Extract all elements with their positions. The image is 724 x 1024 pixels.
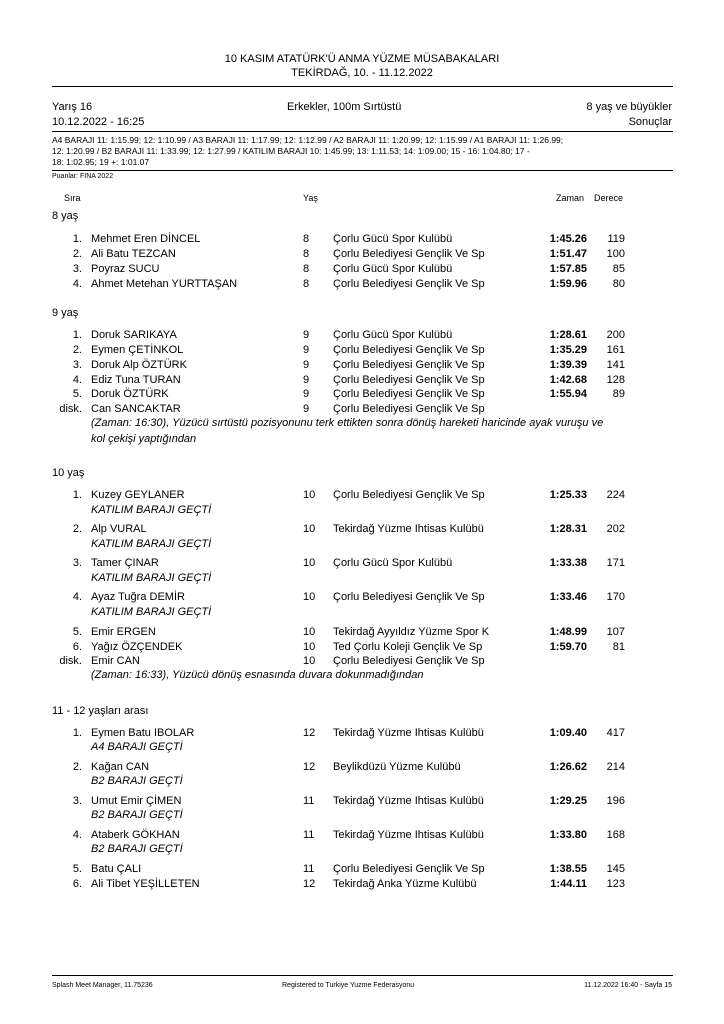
points: 168 <box>606 829 625 841</box>
points: 145 <box>606 863 625 875</box>
club: Çorlu Belediyesi Gençlik Ve Sp <box>333 278 485 290</box>
place: 4. <box>72 591 82 603</box>
points: 100 <box>606 248 625 260</box>
points: 119 <box>607 233 625 245</box>
swimmer-name: Ali Batu TEZCAN <box>91 248 176 260</box>
qualification-note: KATILIM BARAJI GEÇTİ <box>91 606 212 618</box>
points-system: Puanlar: FINA 2022 <box>52 173 114 180</box>
age: 9 <box>303 403 310 415</box>
place: 2. <box>72 344 82 356</box>
time: 1:28.61 <box>549 329 587 341</box>
time: 1:25.33 <box>549 489 587 501</box>
swimmer-name: Ataberk GÖKHAN <box>91 829 180 841</box>
result-row <box>0 523 724 537</box>
club: Çorlu Gücü Spor Kulübü <box>333 329 453 341</box>
time: 1:59.70 <box>549 641 587 653</box>
points: 161 <box>606 344 625 356</box>
standards-divider <box>52 170 673 171</box>
footer-software: Splash Meet Manager, 11.75236 <box>52 982 153 989</box>
club: Tekirdağ Yüzme Ihtisas Kulübü <box>333 829 484 841</box>
age: 10 <box>303 591 316 603</box>
age: 10 <box>303 489 316 501</box>
club: Çorlu Belediyesi Gençlik Ve Sp <box>333 489 485 501</box>
result-row-disqualified <box>0 655 724 669</box>
qualifying-standards-line1: A4 BARAJI 11: 1:15.99; 12: 1:10.99 / A3 BARAJI 11: 1:17.99; 12: 1:12.99 / A2 BARAJI 11: 1:20.99; 12: 1:15.99 / A1 BARAJI 11: 1:26.99; <box>52 135 564 145</box>
result-row <box>0 878 724 892</box>
place: 3. <box>72 557 82 569</box>
place: 4. <box>72 278 82 290</box>
club: Tekirdağ Anka Yüzme Kulübü <box>333 878 477 890</box>
swimmer-name: Ahmet Metehan YURTTAŞAN <box>91 278 238 290</box>
swimmer-name: Doruk SARIKAYA <box>91 329 177 341</box>
qualification-note: KATILIM BARAJI GEÇTİ <box>91 572 212 584</box>
swimmer-name: Kuzey GEYLANER <box>91 489 185 501</box>
time: 1:33.46 <box>549 591 587 603</box>
result-row <box>0 359 724 373</box>
club: Çorlu Belediyesi Gençlik Ve Sp <box>333 655 485 667</box>
place: 1. <box>72 727 82 739</box>
result-row <box>0 329 724 343</box>
result-row <box>0 233 724 247</box>
time: 1:39.39 <box>549 359 587 371</box>
age: 9 <box>303 388 310 400</box>
qualification-note: KATILIM BARAJI GEÇTİ <box>91 504 212 516</box>
meet-title: 10 KASIM ATATÜRK'Ü ANMA YÜZME MÜSABAKALARI <box>224 53 500 65</box>
result-row <box>0 344 724 358</box>
qualification-note: B2 BARAJI GEÇTİ <box>91 775 183 787</box>
club: Çorlu Belediyesi Gençlik Ve Sp <box>333 374 485 386</box>
swimmer-name: Yağız ÖZÇENDEK <box>91 641 183 653</box>
time: 1:09.40 <box>549 727 587 739</box>
place: 2. <box>72 761 82 773</box>
group-label-9: 9 yaş <box>52 307 79 319</box>
disqualification-note-cont: kol çekişi yaptığından <box>91 433 197 445</box>
age: 11 <box>303 829 315 841</box>
age: 10 <box>303 626 316 638</box>
disqualification-note: (Zaman: 16:33), Yüzücü dönüş esnasında duvara dokunmadığından <box>91 669 424 681</box>
points: 196 <box>606 795 625 807</box>
age: 9 <box>303 374 310 386</box>
col-age-header: Yaş <box>303 193 318 203</box>
event-datetime: 10.12.2022 - 16:25 <box>52 116 145 128</box>
points: 200 <box>606 329 625 341</box>
points: 123 <box>606 878 625 890</box>
age: 11 <box>303 863 315 875</box>
place: 1. <box>72 233 82 245</box>
time: 1:45.26 <box>549 233 587 245</box>
place: 4. <box>72 829 82 841</box>
result-row <box>0 761 724 775</box>
age: 8 <box>303 263 310 275</box>
time: 1:55.94 <box>549 388 587 400</box>
event-divider <box>52 131 673 132</box>
age: 9 <box>303 344 310 356</box>
result-row <box>0 591 724 605</box>
club: Çorlu Belediyesi Gençlik Ve Sp <box>333 248 485 260</box>
time: 1:48.99 <box>549 626 587 638</box>
event-type: Sonuçlar <box>628 116 672 128</box>
points: 81 <box>612 641 625 653</box>
club: Tekirdağ Ayyıldız Yüzme Spor K <box>333 626 490 638</box>
result-row <box>0 795 724 809</box>
time: 1:28.31 <box>549 523 587 535</box>
time: 1:44.11 <box>550 878 587 890</box>
swimmer-name: Eymen Batu IBOLAR <box>91 727 195 739</box>
qualification-note: B2 BARAJI GEÇTİ <box>91 843 183 855</box>
swimmer-name: Eymen ÇETİNKOL <box>91 344 184 356</box>
result-row <box>0 863 724 877</box>
club: Çorlu Gücü Spor Kulübü <box>333 557 453 569</box>
qualifying-standards-line3: 18: 1:02.95; 19 +: 1:01.07 <box>52 157 150 167</box>
club: Çorlu Belediyesi Gençlik Ve Sp <box>333 403 485 415</box>
time: 1:29.25 <box>549 795 587 807</box>
qualifying-standards-line2: 12: 1:20.99 / B2 BARAJI 11: 1:33.99; 12: 1:27.99 / KATILIM BARAJI 10: 1:45.99; 13: 1:11.53; 14: 1:09.00; 15 - 16: 1:04.80; 17 - <box>52 146 530 156</box>
result-row <box>0 557 724 571</box>
result-row <box>0 263 724 277</box>
club: Tekirdağ Yüzme Ihtisas Kulübü <box>333 795 484 807</box>
place: 6. <box>72 878 82 890</box>
place: 3. <box>72 359 82 371</box>
group-label-11-12: 11 - 12 yaşları arası <box>52 705 149 717</box>
time: 1:38.55 <box>549 863 587 875</box>
result-row <box>0 374 724 388</box>
event-category: 8 yaş ve büyükler <box>586 101 672 113</box>
place: 3. <box>72 263 82 275</box>
swimmer-name: Can SANCAKTAR <box>91 403 181 415</box>
time: 1:26.62 <box>549 761 587 773</box>
event-number: Yarış 16 <box>52 101 93 113</box>
swimmer-name: Kağan CAN <box>91 761 150 773</box>
points: 107 <box>606 626 625 638</box>
points: 224 <box>606 489 625 501</box>
age: 10 <box>303 655 316 667</box>
place: disk. <box>59 655 82 667</box>
age: 12 <box>303 727 316 739</box>
points: 128 <box>606 374 625 386</box>
place: 2. <box>72 248 82 260</box>
time: 1:33.38 <box>549 557 587 569</box>
age: 12 <box>303 878 316 890</box>
points: 171 <box>606 557 625 569</box>
club: Çorlu Gücü Spor Kulübü <box>333 263 453 275</box>
swimmer-name: Emir ERGEN <box>91 626 156 638</box>
swimmer-name: Ayaz Tuğra DEMİR <box>91 591 185 603</box>
time: 1:35.29 <box>549 344 587 356</box>
age: 9 <box>303 329 310 341</box>
club: Çorlu Belediyesi Gençlik Ve Sp <box>333 344 485 356</box>
swimmer-name: Ediz Tuna TURAN <box>91 374 181 386</box>
age: 12 <box>303 761 316 773</box>
place: 1. <box>72 329 82 341</box>
disqualification-note: (Zaman: 16:30), Yüzücü sırtüstü pozisyonunu terk ettikten sonra dönüş hareketi haricinde ayak vuruşu ve <box>91 417 604 429</box>
time: 1:57.85 <box>549 263 587 275</box>
swimmer-name: Mehmet Eren DİNCEL <box>91 233 201 245</box>
place: 1. <box>72 489 82 501</box>
age: 8 <box>303 278 310 290</box>
club: Çorlu Belediyesi Gençlik Ve Sp <box>333 388 485 400</box>
points: 214 <box>606 761 625 773</box>
place: disk. <box>59 403 82 415</box>
swimmer-name: Tamer ÇINAR <box>91 557 159 569</box>
place: 5. <box>72 863 82 875</box>
points: 141 <box>606 359 625 371</box>
age: 11 <box>303 795 315 807</box>
footer-divider <box>52 975 673 976</box>
result-row <box>0 489 724 503</box>
footer-registration: Registered to Turkiye Yuzme Federasyonu <box>282 982 415 989</box>
points: 85 <box>612 263 625 275</box>
meet-subtitle: TEKİRDAĞ, 10. - 11.12.2022 <box>291 67 433 79</box>
col-points-header: Derece <box>594 193 624 203</box>
swimmer-name: Emir CAN <box>91 655 140 667</box>
swimmer-name: Batu ÇALI <box>91 863 142 875</box>
place: 5. <box>72 388 82 400</box>
age: 9 <box>303 359 310 371</box>
footer-page-info: 11.12.2022 16:40 - Sayfa 15 <box>584 982 672 989</box>
swimmer-name: Alp VURAL <box>91 523 147 535</box>
place: 5. <box>72 626 82 638</box>
club: Çorlu Belediyesi Gençlik Ve Sp <box>333 863 485 875</box>
col-place-header: Sıra <box>64 193 81 203</box>
points: 170 <box>606 591 625 603</box>
col-time-header: Zaman <box>556 193 585 203</box>
age: 10 <box>303 523 316 535</box>
result-row <box>0 829 724 843</box>
points: 417 <box>606 727 625 739</box>
result-row-disqualified <box>0 403 724 417</box>
group-label-8: 8 yaş <box>52 210 79 222</box>
points: 89 <box>612 388 625 400</box>
event-name: Erkekler, 100m Sırtüstü <box>287 101 402 113</box>
group-label-10: 10 yaş <box>52 467 85 479</box>
club: Ted Çorlu Koleji Gençlik Ve Sp <box>333 641 483 653</box>
time: 1:51.47 <box>549 248 587 260</box>
swimmer-name: Umut Emir ÇİMEN <box>91 795 182 807</box>
points: 80 <box>612 278 625 290</box>
age: 8 <box>303 248 310 260</box>
result-row <box>0 388 724 402</box>
place: 6. <box>72 641 82 653</box>
club: Tekirdağ Yüzme Ihtisas Kulübü <box>333 727 484 739</box>
header-divider <box>52 86 673 87</box>
points: 202 <box>606 523 625 535</box>
age: 10 <box>303 641 316 653</box>
place: 3. <box>72 795 82 807</box>
place: 2. <box>72 523 82 535</box>
swimmer-name: Doruk Alp ÖZTÜRK <box>91 359 187 371</box>
age: 10 <box>303 557 316 569</box>
qualification-note: KATILIM BARAJI GEÇTİ <box>91 538 212 550</box>
result-row <box>0 278 724 292</box>
time: 1:59.96 <box>549 278 587 290</box>
club: Tekirdağ Yüzme Ihtisas Kulübü <box>333 523 484 535</box>
age: 8 <box>303 233 310 245</box>
qualification-note: B2 BARAJI GEÇTİ <box>91 809 183 821</box>
club: Çorlu Gücü Spor Kulübü <box>333 233 453 245</box>
swimmer-name: Poyraz SUCU <box>91 263 160 275</box>
club: Beylikdüzü Yüzme Kulübü <box>333 761 461 773</box>
time: 1:42.68 <box>549 374 587 386</box>
club: Çorlu Belediyesi Gençlik Ve Sp <box>333 359 485 371</box>
result-row <box>0 626 724 640</box>
result-row <box>0 248 724 262</box>
place: 4. <box>72 374 82 386</box>
swimmer-name: Doruk ÖZTÜRK <box>91 388 169 400</box>
result-row <box>0 641 724 655</box>
time: 1:33.80 <box>549 829 587 841</box>
qualification-note: A4 BARAJI GEÇTİ <box>91 741 183 753</box>
swimmer-name: Ali Tibet YEŞİLLETEN <box>91 878 200 890</box>
club: Çorlu Belediyesi Gençlik Ve Sp <box>333 591 485 603</box>
result-row <box>0 727 724 741</box>
